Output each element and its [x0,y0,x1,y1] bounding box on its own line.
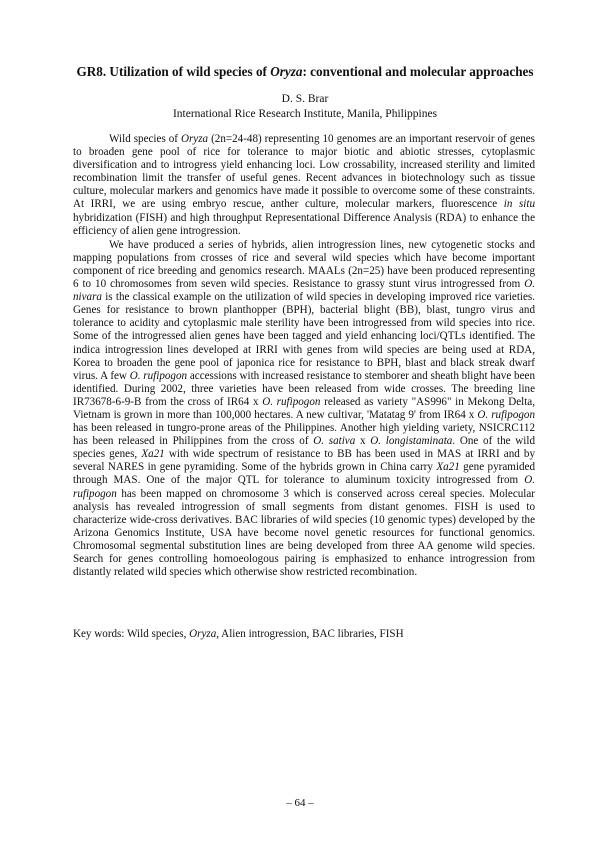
title-part-1: GR8. Utilization of wild species of [76,64,271,79]
text-run: (2n=24-48) representing 10 genomes are an important reservoir of genes to broaden gene pool of rice for tolerance to major biotic and abiotic stresses, cytoplasmic diversification and to introgress yield enhancing loci. Low crossability, increased sterility and limited recombination limit the transfer of useful genes. Recent advances in biotechnology such as tissue culture, molecular markers and genomics have made it possible to overcome some of these constraints. At IRRI, we are using embryo rescue, anther culture, molecular markers, fluorescence [73,133,535,211]
author: D. S. Brar [281,93,329,105]
text-run: x [355,435,371,448]
text-run: is the classical example on the utilization of wild species in developing improved rice varieties. Genes for resistance to brown planthopper (BPH), bacterial blight (BB), blast, tungro virus and tolerance to acidity and cytoplasmic male sterility have been introgressed from wild species into rice. Some of the introgressed alien genes have been tagged and yield enhancing loci/QTLs identified. The indica introgression lines developed at IRRI with genes from wild species are being used at RDA, Korea to broaden the gene pool of japonica rice for resistance to BPH, blast and black streak dwarf virus. A few [73,291,535,382]
italic-text: O. rufipogon [73,474,535,500]
text-run: has been released in tungro-prone areas of the Philippines. Another high yielding variety, NSICRC112 has been released in Philippines from the cross of [73,422,535,448]
title-part-3: : conventional and molecular approaches [302,64,534,79]
italic-text: O. rufipogon [477,408,536,421]
page-number: – 64 – [286,797,314,809]
text-run: released as variety "AS996" in Mekong Delta, Vietnam is grown in more than 100,000 hectares. A new cultivar, 'Matatag 9' from IR64 x [73,395,535,421]
italic-text: O. sativa [313,435,356,448]
text-run: Key words: Wild species, [73,628,190,640]
paragraph [73,133,535,238]
text-run: with wide spectrum of resistance to BB has been used in MAS at IRRI and by several NARES in gene pyramiding. Some of the hybrids grown in China carry [73,448,535,474]
italic-text: Xa21 [436,461,460,474]
italic-text: Oryza [189,628,217,640]
text-run: . One of the wild species genes, [73,435,536,461]
abstract-body [73,133,535,579]
text-run: has been mapped on chromosome 3 which is conserved across cereal species. Molecular analysis has revealed introgression of small segments from distant genomes. FISH is used to characterize wide-cross derivatives. BAC libraries of wild species (10 genomic types) developed by the Arizona Genomics Institute, USA have become novel genetic resources for functional genomics. Chromosomal segmental substitution lines are being developed from three AA genome wild species. Search for genes controlling homoeologous pairing is emphasized to enhance introgression from distantly related wild species which otherwise show restricted recombination. [73,487,535,579]
text-run: hybridization (FISH) and high throughput Representational Difference Analysis (RDA) to enhance the efficiency of alien gene introgression. [73,211,535,237]
text-run: accessions with increased resistance to stemborer and sheath blight have been identified. During 2002, three varieties have been released from wide crosses. The breeding line IR73678-6-9-B from the cross of IR64 x [73,369,535,408]
italic-text: O. longistaminata [370,435,453,448]
text-run: gene pyramided through MAS. One of the major QTL for tolerance to aluminum toxicity introgressed from [73,461,535,487]
paragraph [73,239,535,579]
italic-text: O. nivara [73,278,535,304]
italic-text: Oryza [180,133,209,145]
affiliation: International Rice Research Institute, Manila, Philippines [172,108,438,120]
text-run: , Alien introgression, BAC libraries, FISH [216,628,404,640]
italic-text: O. rufipogon [262,395,321,408]
keywords [73,628,535,641]
italic-text: Xa21 [141,448,165,461]
title-part-2: Oryza [270,64,303,79]
text-run: We have produced a series of hybrids, alien introgression lines, new cytogenetic stocks and mapping populations from crosses of rice and several wild species which have become important component of rice breeding and genomics research. MAALs (2n=25) have been produced representing 6 to 10 chromosomes from seven wild species. Resistance to grassy stunt virus introgressed from [73,238,535,291]
text-run: Wild species of [109,133,181,145]
italic-text: in situ [503,198,535,211]
paper-title [50,64,560,80]
italic-text: O. rufipogon [129,369,188,382]
